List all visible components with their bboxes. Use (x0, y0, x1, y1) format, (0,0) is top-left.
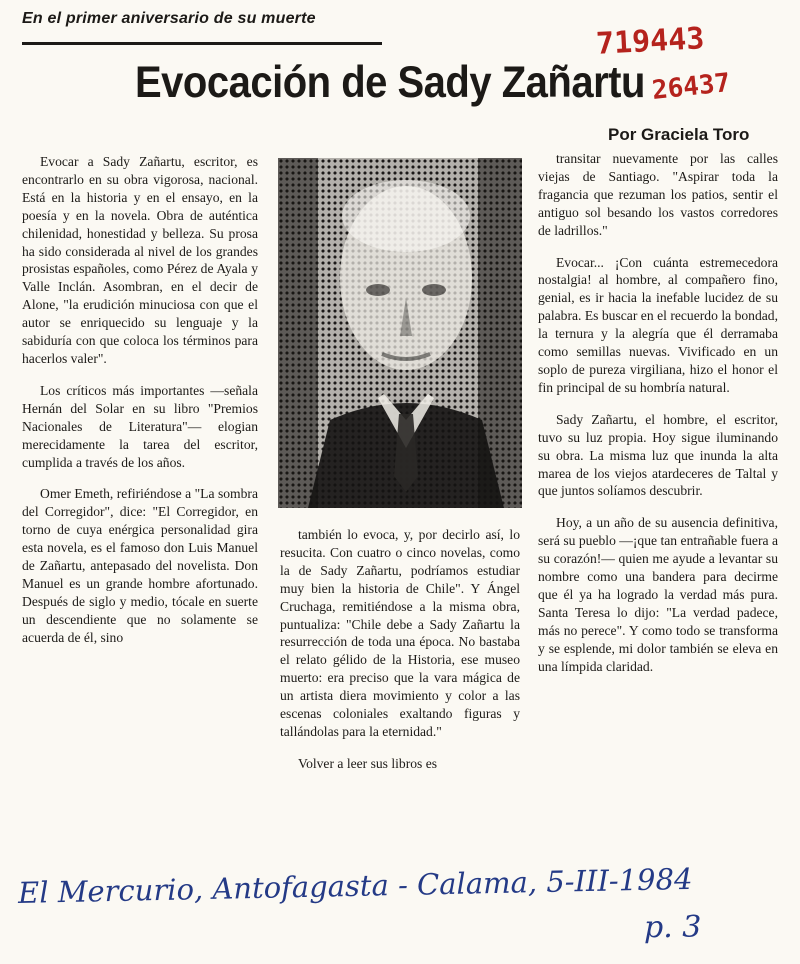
article-kicker: En el primer aniversario de su muerte (22, 10, 316, 27)
article-byline: Por Graciela Toro (608, 125, 750, 144)
column-middle-paragraph: también lo evoca, y, por decirlo así, lo resucita. Con cuatro o cinco novelas, como la de Sady Zañartu, podríamos estudiar muy bien la historia de Chile". Y Ángel Cruchaga, remitiéndose a la misma obra, puntualiza: "Chile debe a Sady Zañartu la resurrección de toda una época. No bastaba el relato gélido de la Historia, ese museo muerto: era preciso que la vara mágica de un artista diera movimiento y color a las escenas coloniales exaltando figuras y tallándolas para la eternidad." (280, 527, 520, 739)
column-left-paragraph: Evocar a Sady Zañartu, escritor, es encontrarlo en su obra vigorosa, nacional. Está en la historia y en el ensayo, en la poesía y en la novela. Obra de auténtica chilenidad, honestidad y belleza. Su prosa ha sido considerada al nivel de los grandes prosistas españoles, como Pérez de Ayala y Valle Inclán. Asombran, en el decir de Alone, "la erudición minuciosa con que el autor se enriquecido su lenguaje y la sabiduría con que coloca los términos para hacerlos valer". (22, 154, 258, 366)
column-left-paragraph: Omer Emeth, refiriéndose a "La sombra del Corregidor", dice: "El Corregidor, en torno de cuya enérgica personalidad gira esta novela, es el famoso don Luis Manuel de Zañartu, antepasado del novelista. Don Manuel es un grande hombre afortunado. Después de siglo y medio, tócale en suerte un descendiente que no solamente se acuerda de él, sino (22, 486, 258, 645)
article-title: Evocación de Sady Zañartu (135, 58, 645, 108)
column-right-paragraph: Hoy, a un año de su ausencia definitiva, será su pueblo —¡que tan entrañable fuera a su corazón!— quien me ayude a levantar su nombre como una bandera para decirme que él ya ha logrado la verdad más pura. Santa Teresa lo dijo: "La verdad padece, más no perece". Y como todo se transforma y se esplende, mi dolor también se eleva en una límpida claridad. (538, 515, 778, 674)
catalog-number-handwritten: 719443 (595, 21, 706, 62)
catalog-number-secondary: 26437 (650, 67, 732, 107)
article-column-right (538, 150, 778, 675)
portrait-halftone-figure (278, 158, 522, 508)
source-note-handwritten: El Mercurio, Antofagasta - Calama, 5-III-1984 (17, 861, 693, 910)
column-right-paragraph: Evocar... ¡Con cuánta estremecedora nostalgia! al hombre, al compañero fino, genial, es ir hacia la inefable lucidez de su palabra. Es buscar en el recuerdo la bondad, la ternura y la alegría que él derramaba como semillas nuevas. Vivificado en un soplo de pureza virgiliana, hizo el honor el fin principal de su hombría natural. (538, 254, 778, 395)
article-column-middle (280, 526, 520, 773)
page-number-handwritten: p. 3 (644, 910, 702, 945)
column-left-paragraph: Los críticos más importantes —señala Hernán del Solar en su libro "Premios Nacionales de Literatura"— elogian merecidamente la tarea del escritor, cumplida a través de los años. (22, 382, 258, 470)
article-column-left (22, 153, 258, 647)
column-middle-paragraph: Volver a leer sus libros es (298, 755, 438, 771)
kicker-rule (22, 42, 382, 45)
column-right-paragraph: Sady Zañartu, el hombre, el escritor, tuvo su luz propia. Hoy sigue iluminando su obra. La misma luz que inunda la alta marea de los viejos atardeceres de Taltal y que juntos solíamos descubrir. (538, 411, 778, 499)
author-portrait-photo (278, 158, 522, 508)
column-right-paragraph: transitar nuevamente por las calles viejas de Santiago. "Aspirar toda la fragancia que rezuman los patios, sentir el antiguo sol besando los vastos corredores de ladrillos." (538, 151, 778, 238)
